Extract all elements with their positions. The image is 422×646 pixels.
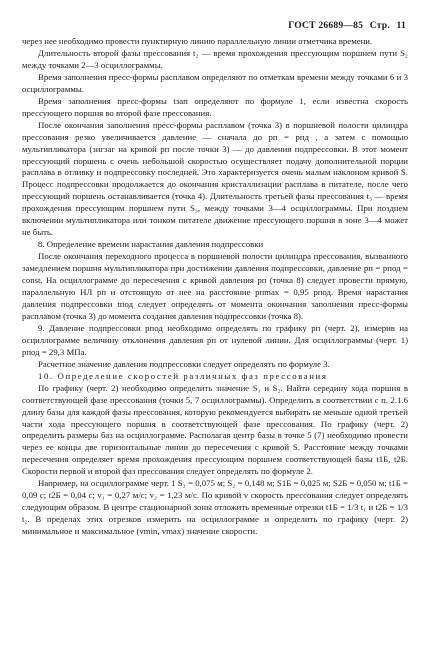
page-number: 11 (396, 20, 406, 31)
document-body (22, 36, 408, 538)
paragraph-third-phase: После окончания заполнения пресс-формы расплавом (точка 3) в поршневой полости цилиндра прессования резко увеличивается давление — сначала до pп = pпд , а затем с помощью мультипликатора (зигзаг на кривой pп после точки 3) — до давления подпрессовки. В этот момент прессующий поршень с очень небольшой скоростью осуществляет подачу дополнительной порции расплава в отливку и подпрессовку последней. Это характеризуется очень малым наклоном кривой S. Процесс подпрессовки продолжается до окончания кристаллизации расплава в питателе, после чего прессующий поршень останавливается (точка 4). Длительность третьей фазы прессования t₃ — время прохождения прессующим поршнем пути S₃, между точками 3—4 осциллограммы. При позднем включении мультипликатора или тонком питателе движение прессующего поршня в зоне 3—4 может не быть. (22, 119, 408, 238)
page-word: Стр. (369, 20, 390, 31)
paragraph-pressure-rise: После окончания переходного процесса в поршневой полости цилиндра прессования, вызванного замедлением поршня мультипликатора при достижении давления подпрессовки, давление pп = pпод = const. На осциллограмме до пересечения с кривой давления pп (точка 8) следует провести прямую, параллельную НЛ pп и отстоящую от нее на расстояние pпmax = 0,95 pпод. Время нарастания давления подпрессовки tпод следует определять от момента окончания заполнения пресс-формы расплавом (точка 3) до момента создания давления подпрессовки (точка 8). (22, 251, 408, 321)
paragraph-pressure-value: 9. Давление подпрессовки pпод необходимо определять по графику pп (черт. 2), измерив на осциллограмме величину отклонения давления pп от нулевой линии. Для осциллограммы (черт. 1) pпод = 29,3 МПа. (22, 322, 408, 357)
paragraph-continuation: через нее необходимо провести пунктирную линию параллельную линии отметчика времени. (22, 36, 373, 46)
paragraph-formula-3: Расчетное значение давления подпрессовки следует определять по формуле 3. (38, 358, 330, 369)
section-heading-8: 8. Определение времени нарастания давления подпрессовки (38, 239, 264, 250)
paragraph-speed-method: По графику (черт. 2) необходимо определить значение S₁ и S₂. Найти середину хода поршня в соответствующей фазе прессования (точки 5, 7 осциллограммы). Определить в соответствии с п. 2.1.6 длину базы для каждой фазы прессования, которую рекомендуется выбирать не меньше одной третьей части хода прессующего поршня в соответствующей фазе прессования. По графику (черт. 2) определить размеры баз на осциллограмме. Располагая центр базы в точке 5 (7) необходимо провести через ее концы две горизонтальные линии до пересечения с кривой S. Расстояние между точками пересечения определяет время прохождения прессующим поршнем соответствующей базы t1Б, t2Б. Скорости первой и второй фаз прессования следует определять по формуле 2. (22, 382, 408, 477)
paragraph-second-phase: Длительность второй фазы прессования t₂ — время прохождения прессующим поршнем пути S₂ между точками 2—3 осциллограммы. (22, 47, 408, 70)
section-heading-10: 10. Определение скоростей различных фаз прессования (38, 370, 328, 381)
paragraph-example: Например, на осциллограмме черт. 1 S₁ = 0,075 м; S₂ = 0,148 м; S1Б = 0,025 м; S2Б = 0,050 м; t1Б = 0,09 с; t2Б = 0,04 с; v₁ = 0,27 м/с; v₂ = 1,23 м/с. По кривой v скорость прессования следует определять следующим образом. В центре стационарной зоны отложить временные отрезки t1Б = 1/3 t₁ и t2Б = 1/3 t₂. В пределах этих отрезков измерить на осциллограмме и определить по графику (черт. 2) минимальное и максимальное (vmin, vmax) значение скорости. (22, 478, 408, 537)
standard-number: ГОСТ 26689—85 (288, 20, 364, 31)
paragraph-fill-time-formula: Время заполнения пресс-формы tзап определяют по формуле 1, если известна скорость прессующего поршня во второй фазе прессования. (22, 95, 408, 118)
page-header (284, 20, 406, 31)
paragraph-fill-time: Время заполнения пресс-формы расплавом определяют по отметкам времени между точками 6 и 3 осциллограммы. (22, 71, 408, 94)
